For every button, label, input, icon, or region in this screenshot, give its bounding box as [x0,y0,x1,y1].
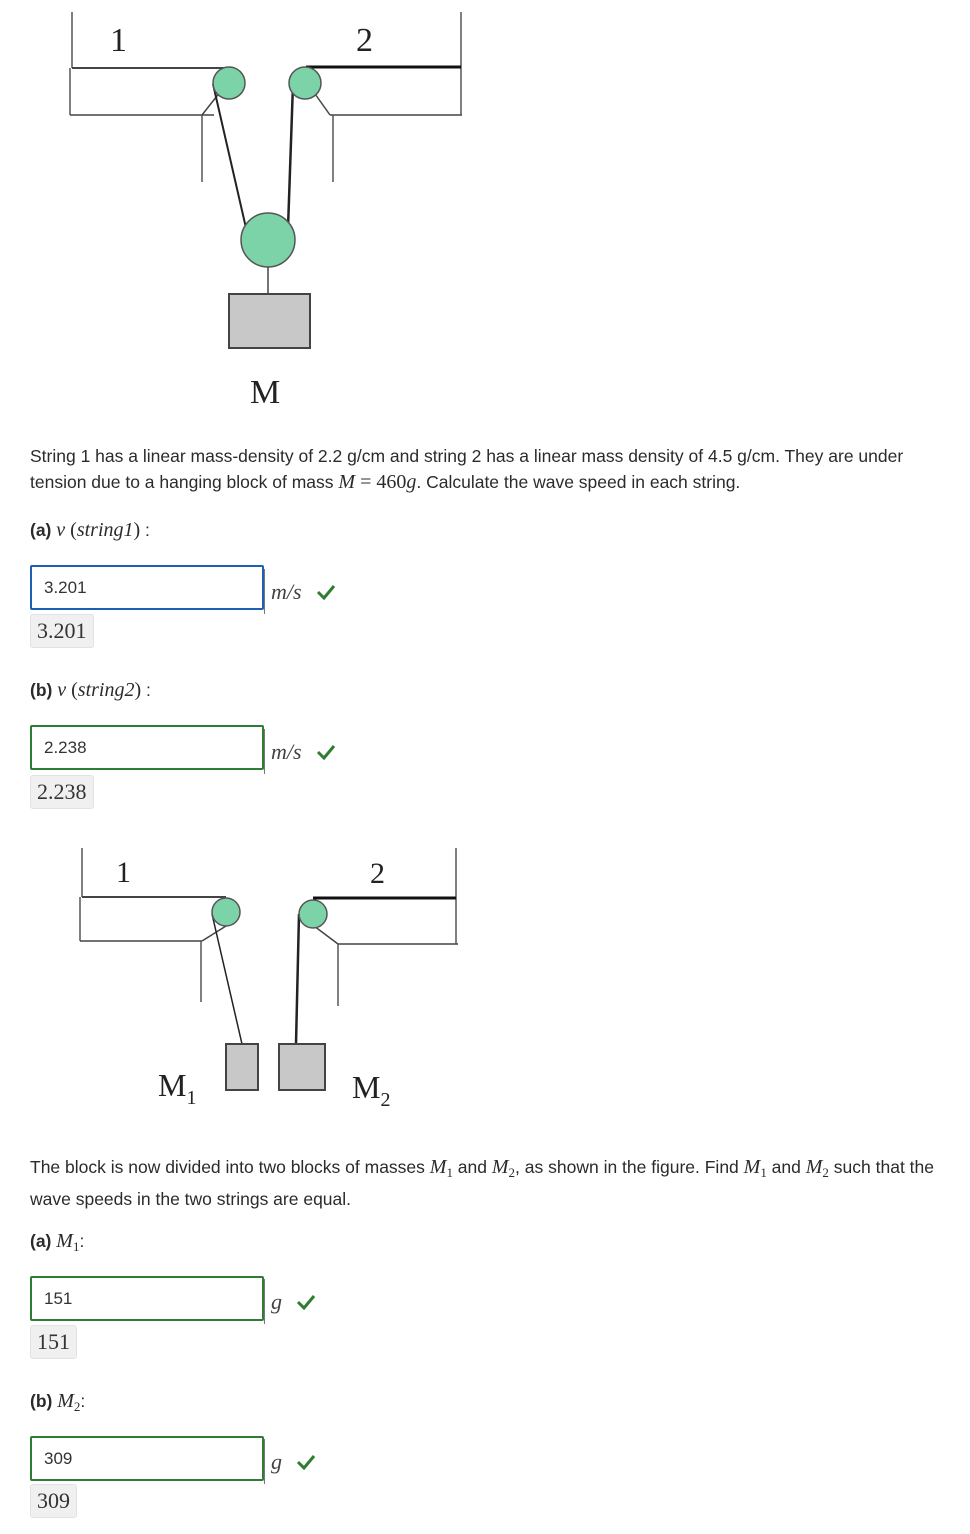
q2b-answer-input[interactable] [30,1436,264,1481]
q2a-label: (a) $M_1$: [30,1230,85,1254]
pulley-right [289,67,321,99]
q1a-label: (a) v (string1) : [30,519,150,541]
block-M2 [279,1044,325,1090]
q2a-answer-input[interactable] [30,1276,264,1321]
q1b-answer-input[interactable] [30,725,264,770]
mass1-label: $M_1$ [158,1067,197,1109]
mass-label: M [250,374,281,411]
pulley-right-2 [299,900,327,928]
q2b-unit: g [264,1439,316,1484]
q1a-unit: m/s [264,569,336,614]
q2b-label: (b) $M_2$: [30,1390,86,1414]
q1b-preview: 2.238 [30,775,94,809]
string1-label-2: 1 [116,856,131,889]
problem2-text: The block is now divided into two blocks of masses $M_1$ and $M_2$, as shown in the figure. Find $M_1$ and $M_2$ such that the wave speeds in the two strings are equal. [30,1156,934,1209]
q1a-correct-check-icon [316,584,336,600]
q1a-preview: 3.201 [30,614,94,648]
q2a-correct-check-icon [296,1294,316,1310]
problem1-text: String 1 has a linear mass-density of 2.2 g/cm and string 2 has a linear mass density of 4.5 g/cm. They are under tension due to a hanging block of mass M = 460g. Calculate the wave speed in each string. [30,446,904,493]
q2b-correct-check-icon [296,1454,316,1470]
string1-label: 1 [110,22,127,59]
figure-pulley-two-masses [0,840,520,1120]
q2a-preview: 151 [30,1325,77,1359]
q1b-unit: m/s [264,729,336,774]
q1b-correct-check-icon [316,744,336,760]
pulley-hanging [241,213,295,267]
q1a-answer-input[interactable] [30,565,264,610]
string2-label: 2 [356,22,373,59]
mass2-label: $M_2$ [352,1069,391,1111]
q1b-label: (b) v (string2) : [30,679,151,701]
block-M [229,294,310,348]
block-M1 [226,1044,258,1090]
figure-pulley-single-mass [0,0,520,420]
pulley-left-2 [212,898,240,926]
q2b-preview: 309 [30,1484,77,1518]
q2a-unit: g [264,1279,316,1324]
pulley-left [213,67,245,99]
string2-label-2: 2 [370,857,385,890]
